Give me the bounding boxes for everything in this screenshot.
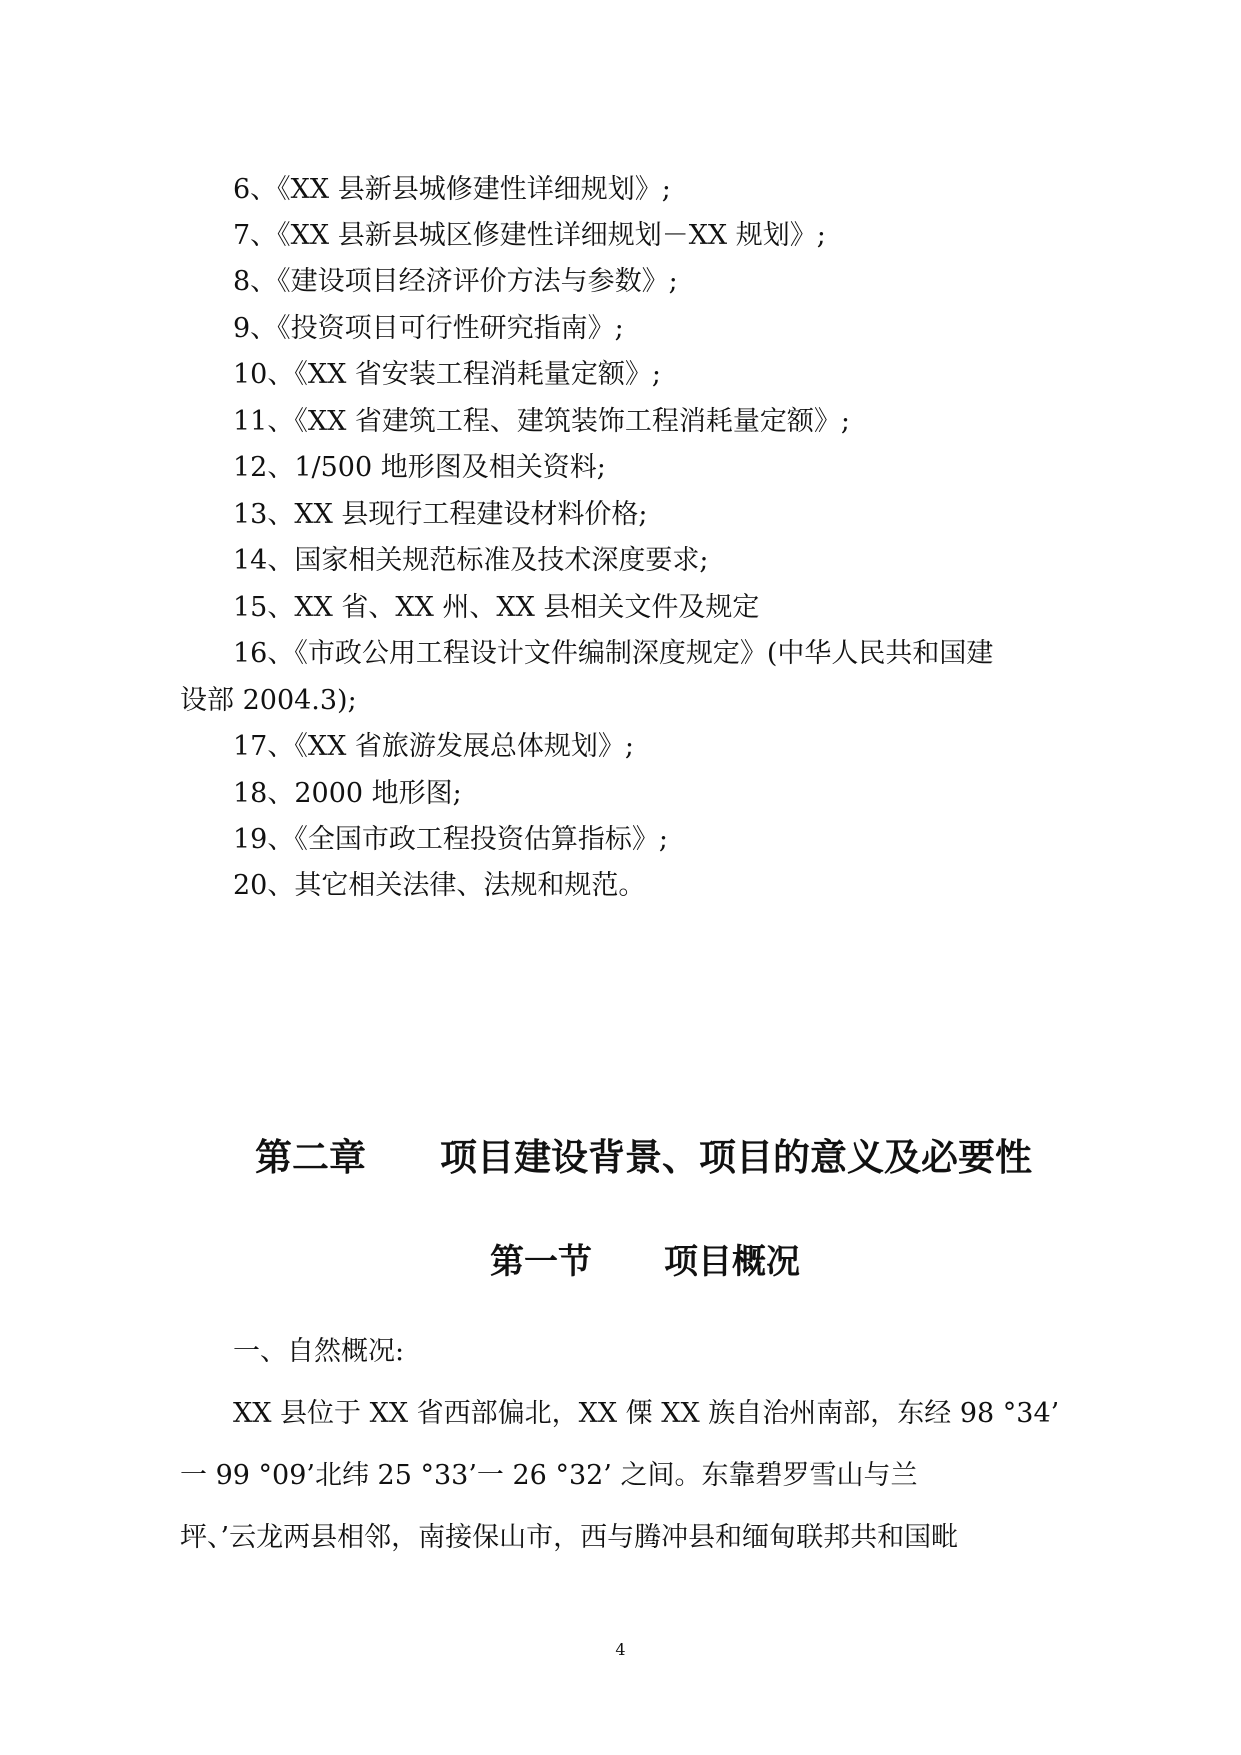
chapter-title: 项目建设背景、项目的意义及必要性 <box>440 1136 1032 1179</box>
page-number: 4 <box>615 1640 626 1659</box>
reference-item-17: 17、《XX 省旅游发展总体规划》; <box>233 731 634 762</box>
reference-item-20: 20、其它相关法律、法规和规范。 <box>233 870 646 901</box>
reference-item-15: 15、XX 省、XX 州、XX 县相关文件及规定 <box>233 592 760 623</box>
reference-item-16: 16、《市政公用工程设计文件编制深度规定》(中华人民共和国建 <box>233 638 994 669</box>
reference-item-14: 14、国家相关规范标准及技术深度要求; <box>233 545 709 576</box>
chapter-number: 第二章 <box>255 1136 366 1179</box>
subheading-natural-overview: 一、自然概况: <box>233 1336 405 1367</box>
reference-item-8: 8、《建设项目经济评价方法与参数》; <box>233 266 678 297</box>
reference-item-13: 13、XX 县现行工程建设材料价格; <box>233 499 648 530</box>
section-number: 第一节 <box>490 1242 592 1282</box>
reference-item-16-continuation: 设部 2004.3); <box>180 685 357 716</box>
reference-item-18: 18、2000 地形图; <box>233 778 462 809</box>
section-title: 项目概况 <box>664 1242 800 1282</box>
reference-item-10: 10、《XX 省安装工程消耗量定额》; <box>233 359 661 390</box>
reference-item-12: 12、1/500 地形图及相关资料; <box>233 452 606 483</box>
reference-item-11: 11、《XX 省建筑工程、建筑装饰工程消耗量定额》; <box>233 406 850 437</box>
body-paragraph-line: XX 县位于 XX 省西部偏北，XX 傈 XX 族自治州南部，东经 98 °34’ <box>233 1398 1060 1429</box>
reference-item-7: 7、《XX 县新县城区修建性详细规划－XX 规划》; <box>233 220 826 251</box>
reference-item-6: 6、《XX 县新县城修建性详细规划》; <box>233 174 671 205</box>
reference-item-19: 19、《全国市政工程投资估算指标》; <box>233 824 668 855</box>
body-paragraph-line: 坪、’云龙两县相邻，南接保山市，西与腾冲县和缅甸联邦共和国毗 <box>180 1522 959 1553</box>
reference-item-9: 9、《投资项目可行性研究指南》; <box>233 313 624 344</box>
section-heading <box>490 1240 800 1284</box>
chapter-heading <box>255 1135 1032 1181</box>
body-paragraph-line: 一 99 °09’北纬 25 °33’一 26 °32’ 之间。东靠碧罗雪山与兰 <box>180 1460 918 1491</box>
